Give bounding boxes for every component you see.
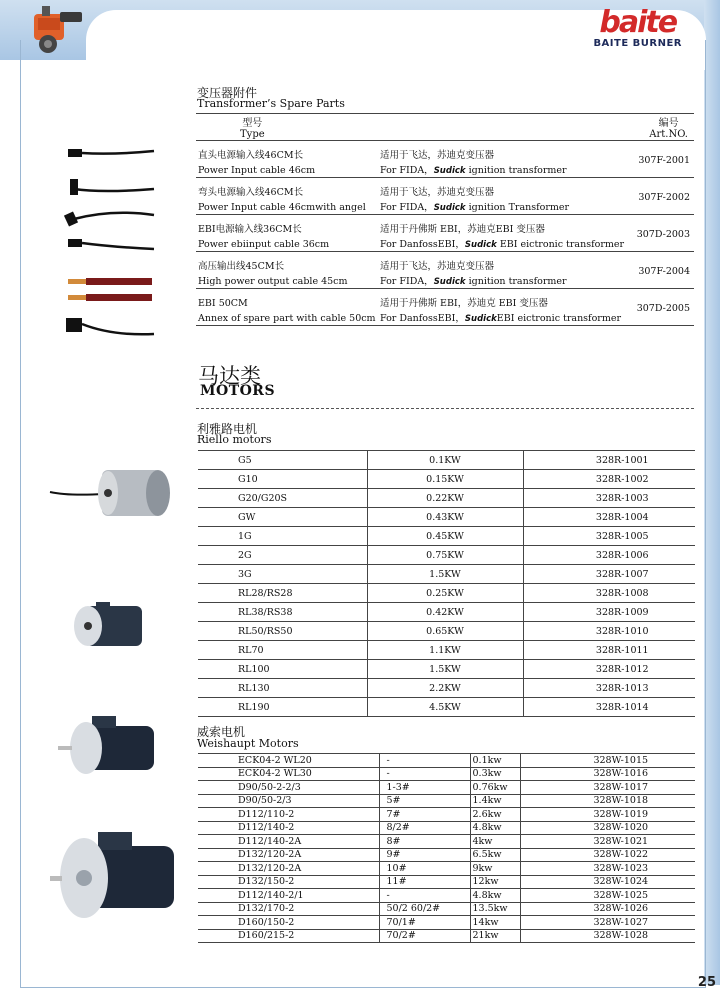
- motor-model: G10: [198, 470, 367, 489]
- motor-power: 0.1KW: [367, 451, 523, 470]
- part-use-en: For FIDA，: [380, 165, 434, 176]
- motor-model: RL38/RS38: [198, 603, 367, 622]
- motor-code: 10#: [379, 862, 470, 876]
- motor-power: 9kw: [470, 862, 520, 876]
- page-number: 25: [697, 975, 716, 990]
- weishaupt-row: [198, 889, 695, 903]
- motor-code: 8/2#: [379, 821, 470, 835]
- transformer-table: [196, 113, 694, 326]
- part-art-no: 307F-2002: [638, 192, 690, 203]
- part-name-en: Power ebiinput cable 36cm: [198, 239, 330, 250]
- transformer-row: [196, 215, 694, 252]
- motor-model: D160/215-2: [198, 929, 379, 943]
- weishaupt-title-en: Weishaupt Motors: [197, 737, 299, 750]
- motor-model: 1G: [198, 527, 367, 546]
- motor-code: 7#: [379, 808, 470, 822]
- motor-art-no: 328R-1009: [523, 603, 695, 622]
- motor-power: 1.1KW: [367, 641, 523, 660]
- part-name-cn: EBI 50CM: [198, 298, 248, 309]
- motor-model: 3G: [198, 565, 367, 584]
- motor-photo-weishaupt-small: [58, 716, 162, 782]
- weishaupt-row: [198, 875, 695, 889]
- cable-photo-angle: [62, 175, 156, 205]
- col-type-cn: 型号: [242, 118, 263, 129]
- sudick-brand: Sudick: [433, 203, 466, 213]
- logo-mark: baite: [599, 5, 677, 40]
- transformer-title-en: Transformer’s Spare Parts: [197, 97, 345, 110]
- motor-art-no: 328W-1019: [520, 808, 695, 822]
- part-use-cn: 适用于飞达，苏迪克变压器: [380, 187, 495, 198]
- motor-art-no: 328W-1021: [520, 835, 695, 849]
- motor-model: G20/G20S: [198, 489, 367, 508]
- motor-model: RL28/RS28: [198, 584, 367, 603]
- motor-code: 1-3#: [379, 781, 470, 795]
- motor-power: 0.1kw: [470, 754, 520, 768]
- weishaupt-row: [198, 835, 695, 849]
- motor-code: -: [379, 889, 470, 903]
- motor-model: RL50/RS50: [198, 622, 367, 641]
- part-use-en: For FIDA，: [380, 276, 434, 287]
- motor-power: 0.43KW: [367, 508, 523, 527]
- motor-art-no: 328R-1004: [523, 508, 695, 527]
- motor-model: RL70: [198, 641, 367, 660]
- motor-art-no: 328R-1005: [523, 527, 695, 546]
- riello-row: [198, 698, 695, 717]
- motor-art-no: 328W-1023: [520, 862, 695, 876]
- weishaupt-row: [198, 767, 695, 781]
- part-name-cn: 弯头电源输入线46CM长: [198, 187, 304, 198]
- brand-subtitle: BAITE BURNER: [593, 38, 682, 49]
- part-name-en: Power Input cable 46cm: [198, 165, 316, 176]
- part-use-en-post: ignition transformer: [465, 276, 567, 287]
- part-use-en-post: ignition transformer: [465, 165, 567, 176]
- side-band: [704, 0, 720, 985]
- motor-art-no: 328R-1012: [523, 660, 695, 679]
- motor-power: 6.5kw: [470, 848, 520, 862]
- motor-code: 11#: [379, 875, 470, 889]
- transformer-row: [196, 252, 694, 289]
- motor-power: 2.2KW: [367, 679, 523, 698]
- motor-model: D132/170-2: [198, 902, 379, 916]
- motor-power: 1.5KW: [367, 660, 523, 679]
- motor-art-no: 328R-1002: [523, 470, 695, 489]
- motor-power: 0.65KW: [367, 622, 523, 641]
- motor-code: 8#: [379, 835, 470, 849]
- riello-row: [198, 641, 695, 660]
- riello-title-cn: 利雅路电机: [197, 422, 258, 436]
- motor-model: D112/140-2/1: [198, 889, 379, 903]
- part-use-en: For DanfossEBI，: [380, 313, 465, 324]
- weishaupt-row: [198, 794, 695, 808]
- motor-art-no: 328R-1010: [523, 622, 695, 641]
- motor-model: 2G: [198, 546, 367, 565]
- motor-power: 2.6kw: [470, 808, 520, 822]
- riello-row: [198, 527, 695, 546]
- transformer-row: [196, 141, 694, 178]
- motor-model: D112/110-2: [198, 808, 379, 822]
- motor-code: 70/2#: [379, 929, 470, 943]
- motor-art-no: 328W-1018: [520, 794, 695, 808]
- motor-art-no: 328R-1013: [523, 679, 695, 698]
- part-art-no: 307F-2001: [638, 155, 690, 166]
- motor-power: 0.22KW: [367, 489, 523, 508]
- motor-power: 0.25KW: [367, 584, 523, 603]
- motor-power: 4.8kw: [470, 821, 520, 835]
- part-art-no: 307D-2003: [636, 229, 690, 240]
- motor-code: 70/1#: [379, 916, 470, 930]
- motor-model: GW: [198, 508, 367, 527]
- motor-power: 0.75KW: [367, 546, 523, 565]
- motor-art-no: 328W-1026: [520, 902, 695, 916]
- transformer-title-cn: 变压器附件: [197, 86, 258, 100]
- motor-art-no: 328W-1022: [520, 848, 695, 862]
- part-use-en: For DanfossEBI，: [380, 239, 465, 250]
- part-name-cn: EBI电源输入线36CM长: [198, 224, 302, 235]
- motor-model: D90/50-2/3: [198, 794, 379, 808]
- motor-power: 0.3kw: [470, 767, 520, 781]
- transformer-row: [196, 178, 694, 215]
- part-use-en: For FIDA，: [380, 202, 434, 213]
- motor-power: 0.45KW: [367, 527, 523, 546]
- motor-art-no: 328R-1011: [523, 641, 695, 660]
- sudick-brand: Sudick: [464, 240, 497, 250]
- part-use-cn: 适用于丹佛斯 EBI，苏迪克EBI 变压器: [380, 224, 545, 235]
- riello-title-en: Riello motors: [197, 433, 272, 446]
- motor-model: D132/150-2: [198, 875, 379, 889]
- motor-model: RL100: [198, 660, 367, 679]
- motor-art-no: 328R-1001: [523, 451, 695, 470]
- motor-model: RL130: [198, 679, 367, 698]
- part-use-en-post: EBI eictronic transformer: [496, 313, 622, 324]
- motor-model: D112/140-2: [198, 821, 379, 835]
- motor-art-no: 328W-1027: [520, 916, 695, 930]
- part-name-en: Annex of spare part with cable 50cm: [198, 313, 376, 324]
- motor-power: 4kw: [470, 835, 520, 849]
- motor-code: -: [379, 767, 470, 781]
- section-divider: [196, 408, 694, 409]
- weishaupt-row: [198, 808, 695, 822]
- part-art-no: 307F-2004: [638, 266, 690, 277]
- motor-model: D132/120-2A: [198, 848, 379, 862]
- motor-model: RL190: [198, 698, 367, 717]
- motor-model: G5: [198, 451, 367, 470]
- motor-power: 12kw: [470, 875, 520, 889]
- motor-code: 5#: [379, 794, 470, 808]
- motor-art-no: 328R-1006: [523, 546, 695, 565]
- riello-row: [198, 584, 695, 603]
- cable-photo-ebi: [62, 233, 156, 263]
- motor-power: 4.8kw: [470, 889, 520, 903]
- motor-power: 21kw: [470, 929, 520, 943]
- motor-art-no: 328R-1014: [523, 698, 695, 717]
- motors-title-en: MOTORS: [200, 383, 276, 399]
- part-name-en: High power output cable 45cm: [198, 276, 348, 287]
- col-type-en: Type: [240, 129, 265, 140]
- riello-row: [198, 546, 695, 565]
- motor-code: 9#: [379, 848, 470, 862]
- motor-art-no: 328R-1008: [523, 584, 695, 603]
- weishaupt-row: [198, 916, 695, 930]
- part-use-en-post: ignition Transformer: [465, 202, 570, 213]
- riello-row: [198, 489, 695, 508]
- motors-title-cn: 马达类: [198, 364, 261, 388]
- motor-power: 0.42KW: [367, 603, 523, 622]
- part-use-en-post: EBI eictronic transformer: [496, 239, 625, 250]
- weishaupt-row: [198, 754, 695, 768]
- motor-model: D90/50-2-2/3: [198, 781, 379, 795]
- riello-row: [198, 603, 695, 622]
- part-use-cn: 适用于飞达，苏迪克变压器: [380, 150, 495, 161]
- weishaupt-title-cn: 威索电机: [197, 725, 246, 739]
- motor-model: ECK04-2 WL30: [198, 767, 379, 781]
- motor-photo-riello-small: [48, 462, 172, 524]
- sudick-brand: Sudick: [464, 314, 497, 324]
- cable-photo-angle-ebi: [62, 203, 156, 233]
- motor-power: 14kw: [470, 916, 520, 930]
- part-name-en: Power Input cable 46cmwith angel: [198, 202, 366, 213]
- motor-power: 0.15KW: [367, 470, 523, 489]
- motor-art-no: 328W-1015: [520, 754, 695, 768]
- riello-row: [198, 565, 695, 584]
- part-name-cn: 高压输出线45CM长: [198, 261, 285, 272]
- transformer-row: [196, 289, 694, 326]
- burner-photo: [28, 4, 88, 58]
- motor-art-no: 328W-1028: [520, 929, 695, 943]
- weishaupt-row: [198, 862, 695, 876]
- brand-logo: [593, 5, 682, 49]
- motor-power: 13.5kw: [470, 902, 520, 916]
- motor-model: ECK04-2 WL20: [198, 754, 379, 768]
- motor-power: 0.76kw: [470, 781, 520, 795]
- motor-model: D112/140-2A: [198, 835, 379, 849]
- motor-model: D160/150-2: [198, 916, 379, 930]
- motor-model: D132/120-2A: [198, 862, 379, 876]
- motor-power: 1.4kw: [470, 794, 520, 808]
- motor-power: 1.5KW: [367, 565, 523, 584]
- part-name-cn: 直头电源输入线46CM长: [198, 150, 304, 161]
- part-use-cn: 适用于丹佛斯 EBI，苏迪克 EBI 变压器: [380, 298, 548, 309]
- motor-art-no: 328W-1017: [520, 781, 695, 795]
- col-art-en: Art.NO.: [649, 129, 688, 140]
- weishaupt-row: [198, 929, 695, 943]
- riello-row: [198, 660, 695, 679]
- cable-photo-high-power: [62, 277, 156, 307]
- col-art-header: [649, 118, 688, 140]
- motor-art-no: 328W-1025: [520, 889, 695, 903]
- col-art-cn: 编号: [658, 118, 679, 129]
- motor-photo-riello-large: [66, 600, 150, 652]
- sudick-brand: Sudick: [433, 166, 466, 176]
- part-art-no: 307D-2005: [636, 303, 690, 314]
- motor-photo-weishaupt-large: [50, 830, 180, 926]
- riello-row: [198, 470, 695, 489]
- part-use-cn: 适用于飞达，苏迪克变压器: [380, 261, 495, 272]
- motor-art-no: 328R-1003: [523, 489, 695, 508]
- motor-art-no: 328W-1020: [520, 821, 695, 835]
- transformer-table-header: [196, 113, 694, 141]
- sudick-brand: Sudick: [433, 277, 466, 287]
- motor-art-no: 328W-1024: [520, 875, 695, 889]
- riello-row: [198, 679, 695, 698]
- motor-art-no: 328W-1016: [520, 767, 695, 781]
- riello-row: [198, 622, 695, 641]
- motor-code: -: [379, 754, 470, 768]
- weishaupt-row: [198, 821, 695, 835]
- cable-photo-straight: [62, 143, 156, 173]
- col-type-header: [240, 118, 265, 140]
- motor-art-no: 328R-1007: [523, 565, 695, 584]
- weishaupt-row: [198, 902, 695, 916]
- motor-power: 4.5KW: [367, 698, 523, 717]
- riello-row: [198, 451, 695, 470]
- riello-row: [198, 508, 695, 527]
- weishaupt-row: [198, 781, 695, 795]
- weishaupt-row: [198, 848, 695, 862]
- cable-photo-ebi-50: [62, 314, 156, 344]
- weishaupt-table: [198, 753, 695, 943]
- riello-table: [198, 450, 695, 717]
- motor-code: 50/2 60/2#: [379, 902, 470, 916]
